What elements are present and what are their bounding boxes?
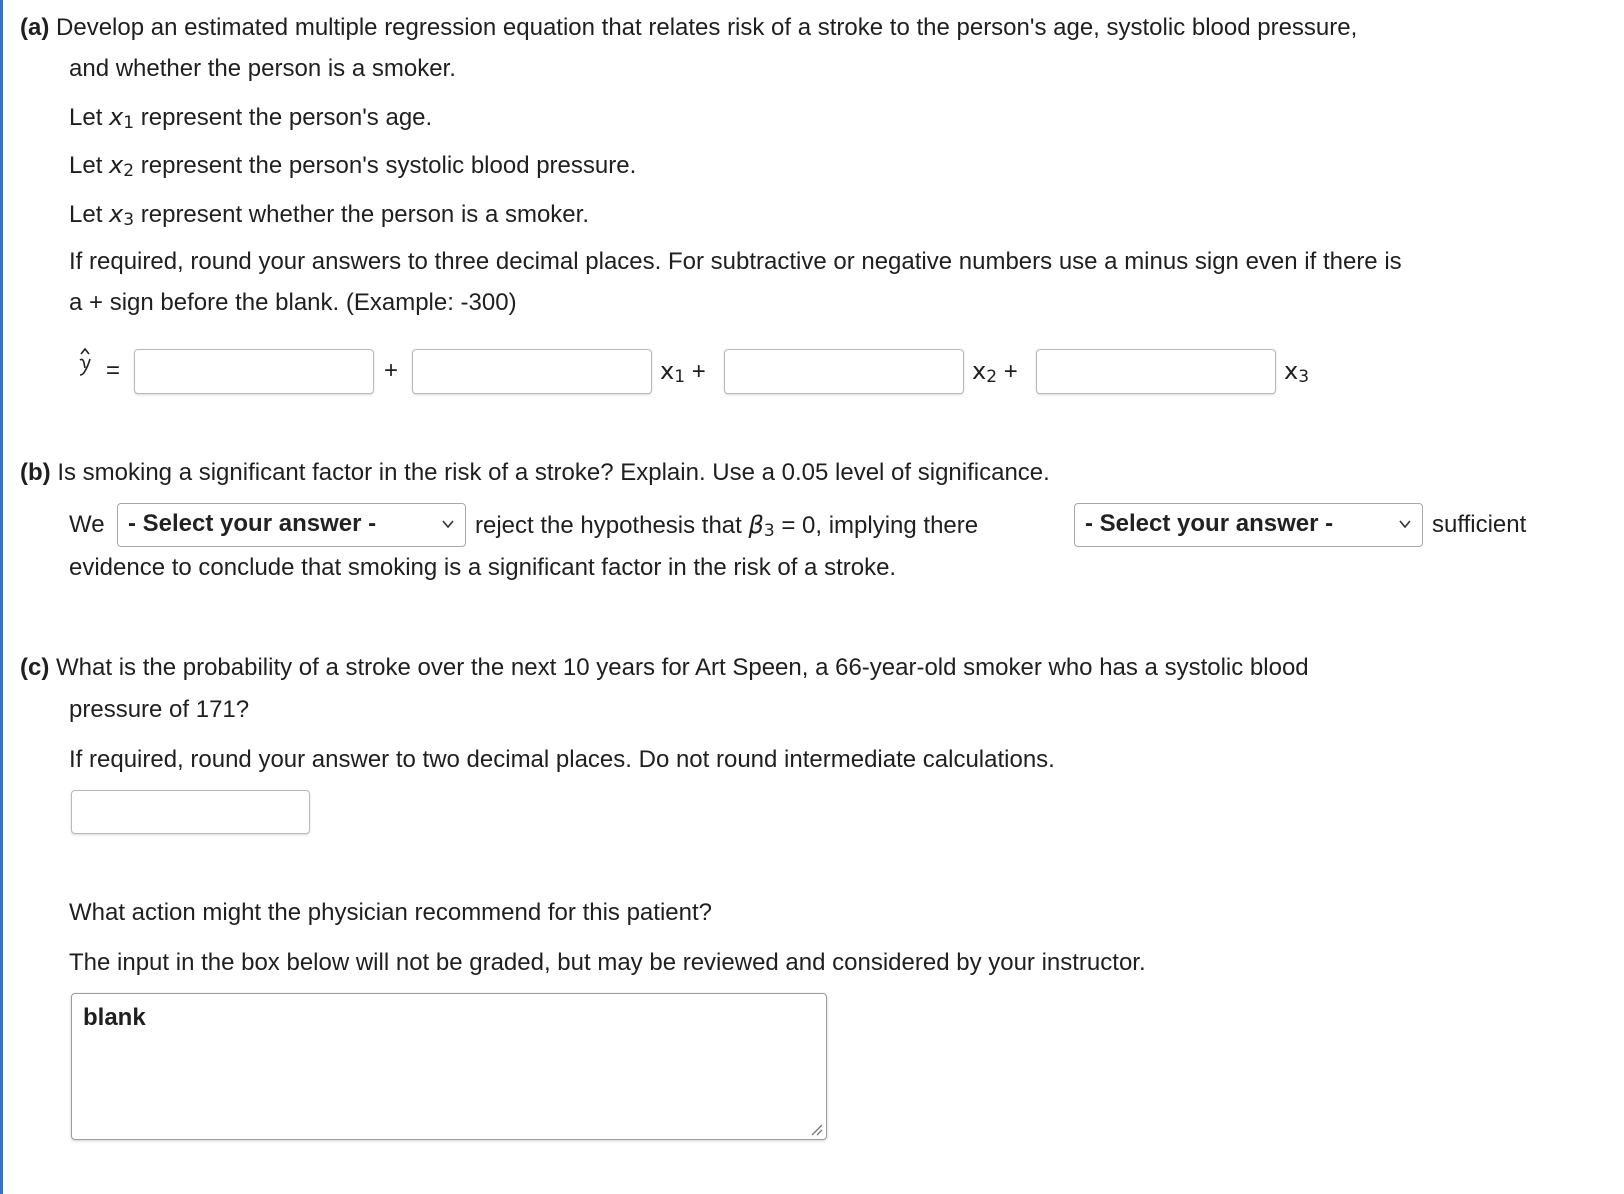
- let-x2-definition: Let $x_2$ represent the person's systolic blood pressure.: [69, 151, 637, 181]
- probability-input[interactable]: [71, 790, 310, 834]
- equals-sign: =: [106, 357, 121, 384]
- part-a-instruction-line1: If required, round your answers to three decimal places. For subtractive or negative numbers use a minus sign even if there is: [69, 248, 1402, 275]
- part-c-question-line1: What is the probability of a stroke over the next 10 years for Art Speen, a 66-year-old smoker who has a systolic blood: [56, 654, 1309, 681]
- part-b-label: (b): [20, 459, 51, 486]
- intercept-input[interactable]: [134, 349, 374, 394]
- evidence-select[interactable]: - Select your answer -: [1074, 503, 1423, 547]
- ungraded-note: The input in the box below will not be graded, but may be reviewed and considered by your instructor.: [69, 949, 1146, 976]
- coefficient-x3-input[interactable]: [1036, 349, 1276, 394]
- x2-variable: $x_2$: [109, 151, 135, 181]
- plus-sign-1: +: [384, 357, 399, 384]
- part-b-after-text: sufficient: [1432, 511, 1527, 538]
- part-b-we: We: [69, 511, 105, 538]
- physician-action-question: What action might the physician recommend for this patient?: [69, 899, 712, 926]
- x1-term: $x_1$ +: [660, 357, 706, 387]
- part-a-question-line2: and whether the person is a smoker.: [69, 55, 456, 82]
- chevron-down-icon: [1398, 517, 1412, 531]
- textarea-value: blank: [83, 1004, 146, 1031]
- part-a-label: (a): [20, 14, 50, 41]
- page-frame-border: [0, 0, 3, 1194]
- coefficient-x2-input[interactable]: [724, 349, 964, 394]
- part-b-mid-text: reject the hypothesis that $\beta_3 = 0$, implying there: [475, 511, 979, 541]
- y-hat-symbol: [74, 346, 96, 380]
- x2-term: $x_2$ +: [972, 357, 1018, 387]
- part-c-label: (c): [20, 654, 50, 681]
- part-a-instruction-line2: a + sign before the blank. (Example: -300): [69, 289, 517, 316]
- x3-term: $x_3$: [1284, 357, 1310, 387]
- resize-grip-icon[interactable]: [808, 1121, 824, 1137]
- part-b-line2: evidence to conclude that smoking is a significant factor in the risk of a stroke.: [69, 554, 897, 581]
- reject-decision-select[interactable]: - Select your answer -: [117, 503, 466, 547]
- coefficient-x1-input[interactable]: [412, 349, 652, 394]
- part-c-question: [20, 653, 1309, 683]
- x3-variable: $x_3$: [109, 200, 135, 230]
- part-b-question: [20, 458, 1050, 488]
- part-a-question: [20, 13, 1357, 43]
- part-c-question-line2: pressure of 171?: [69, 696, 250, 723]
- part-b-question-text: Is smoking a significant factor in the risk of a stroke? Explain. Use a 0.05 level of significance.: [57, 459, 1050, 486]
- physician-action-textarea[interactable]: [71, 993, 827, 1140]
- x1-variable: $x_1$: [109, 103, 135, 133]
- let-x3-definition: Let $x_3$ represent whether the person is a smoker.: [69, 200, 589, 230]
- let-x1-definition: Let $x_1$ represent the person's age.: [69, 103, 433, 133]
- chevron-down-icon: [441, 517, 455, 531]
- part-a-question-line1: Develop an estimated multiple regression equation that relates risk of a stroke to the person's age, systolic blood pressure,: [56, 14, 1358, 41]
- part-c-instruction: If required, round your answer to two decimal places. Do not round intermediate calculations.: [69, 746, 1055, 773]
